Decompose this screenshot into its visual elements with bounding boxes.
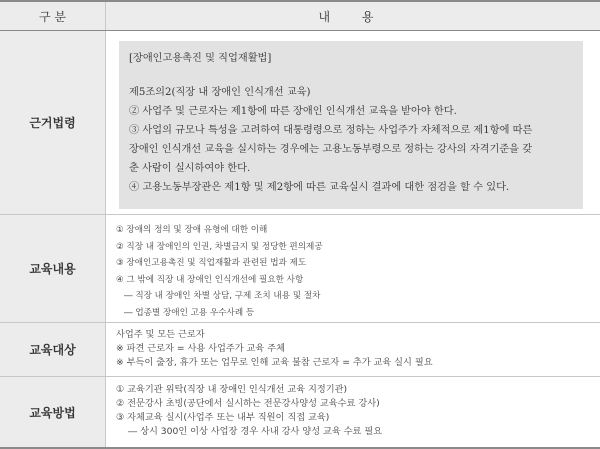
- law-line: 장애인 인식개선 교육을 실시하는 경우에는 고용노동부령으로 정하는 강사의 자격기준을 갖: [129, 144, 533, 155]
- education-content-list: [116, 222, 592, 322]
- law-excerpt-box: [119, 41, 583, 209]
- law-title: [장애인고용촉진 및 직업재활법]: [129, 53, 272, 64]
- row-content: [106, 31, 600, 214]
- list-subitem: ― 업종별 장애인 고용 우수사례 등: [124, 307, 255, 318]
- list-item: ② 전문강사 초빙(공단에서 실시하는 전문강사양성 교육수료 강사): [116, 398, 380, 409]
- list-subitem: ― 상시 300인 이상 사업장 경우 사내 강사 양성 교육 수료 필요: [128, 426, 383, 437]
- row-education-target: [0, 323, 600, 377]
- row-education-method: [0, 377, 600, 449]
- list-item: 사업주 및 모든 근로자: [116, 329, 205, 340]
- row-education-content: [0, 215, 600, 323]
- education-method-list: [116, 383, 592, 439]
- list-item: ※ 파견 근로자 = 사용 사업주가 교육 주체: [116, 343, 285, 354]
- row-content: [106, 377, 600, 447]
- law-line: ③ 사업의 규모나 특성을 고려하여 대통령령으로 정하는 사업주가 자체적으로 제1항에 따른: [129, 125, 533, 136]
- education-target-list: [116, 328, 592, 370]
- list-item: ④ 그 밖에 직장 내 장애인 인식개선에 필요한 사항: [116, 274, 304, 285]
- list-item: ③ 자체교육 실시(사업주 또는 내부 직원이 직접 교육): [116, 412, 330, 423]
- row-content: [106, 215, 600, 322]
- header-content: 내 용: [318, 9, 388, 24]
- list-subitem: ― 직장 내 장애인 차별 상담, 구제 조치 내용 및 절차: [124, 291, 321, 302]
- row-label-education-method: 교육방법: [0, 377, 105, 447]
- list-item: ① 장애의 정의 및 장애 유형에 대한 이해: [116, 225, 268, 235]
- list-item: ③ 장애인고용촉진 및 직업재활과 관련된 법과 제도: [116, 258, 307, 269]
- row-label-education-content: 교육내용: [0, 215, 105, 322]
- row-content: [106, 323, 600, 376]
- row-label-legal-basis: 근거법령: [0, 31, 105, 214]
- table-header: [0, 0, 600, 31]
- list-item: ※ 부득이 출장, 휴가 또는 업무로 인해 교육 불참 근로자 = 추가 교육 실시 필요: [116, 357, 433, 368]
- list-item: ② 직장 내 장애인의 인권, 차별금지 및 정당한 편의제공: [116, 241, 323, 252]
- law-line: ② 사업주 및 근로자는 제1항에 따른 장애인 인식개선 교육을 받아야 한다.: [129, 106, 457, 117]
- law-line: ④ 고용노동부장관은 제1항 및 제2항에 따른 교육실시 결과에 대한 점검을 할 수 있다.: [129, 182, 510, 193]
- law-line: 춘 사람이 실시하여야 한다.: [129, 163, 251, 174]
- header-category: 구 분: [39, 9, 66, 24]
- list-item: ① 교육기관 위탁(직장 내 장애인 인식개선 교육 지정기관): [116, 384, 348, 395]
- law-line: 제5조의2(직장 내 장애인 인식개선 교육): [129, 87, 311, 98]
- row-legal-basis: [0, 31, 600, 215]
- row-label-education-target: 교육대상: [0, 323, 105, 376]
